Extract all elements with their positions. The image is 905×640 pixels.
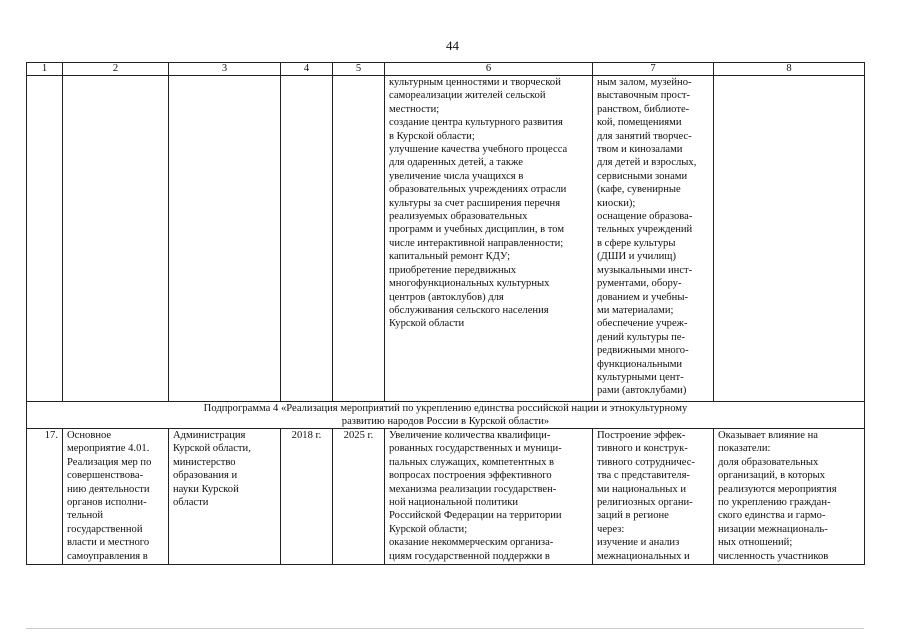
text-line: религиозных органи-: [597, 497, 693, 509]
header-cell: 7: [593, 63, 714, 76]
text-line: Курской области;: [389, 523, 468, 535]
text-line: доля образовательных: [718, 456, 819, 468]
subprogram-line-1: Подпрограмма 4 «Реализация мероприятий по укреплению единства российской нации и этнокультурному: [203, 403, 688, 414]
text-line: ных отношений;: [718, 537, 793, 549]
text-line: для одаренных детей, а также: [389, 157, 523, 169]
cell-measures: [593, 76, 714, 402]
text-line: оказание некоммерческим организа-: [389, 537, 554, 549]
cell-start: [281, 76, 333, 402]
header-cell: 6: [385, 63, 593, 76]
text-line: тивного сотрудничес-: [597, 456, 695, 468]
cell-number: [27, 76, 63, 402]
cell-indicators: [714, 429, 865, 565]
text-line: организаций, в которых: [718, 470, 826, 482]
text-line: программ и учебных дисциплин, в том: [389, 224, 565, 236]
text-line: межнациональных и: [597, 550, 690, 562]
program-table: [26, 62, 865, 565]
text-line: по укреплению граждан-: [718, 497, 831, 509]
text-line: обслуживания сельского населения: [389, 304, 549, 316]
text-line: приобретение передвижных: [389, 264, 517, 276]
text-line: тельной: [67, 510, 104, 522]
text-line: культурными цент-: [597, 371, 684, 383]
text-line: рованных государственных и муници-: [389, 443, 562, 455]
text-line: увеличение числа учащихся в: [389, 170, 524, 182]
text-line: изучение и анализ: [597, 537, 680, 549]
continued-row: [27, 76, 865, 402]
text-line: Курской области: [389, 318, 465, 330]
text-line: самореализации жителей сельской: [389, 90, 546, 102]
text-line: ранством, библиоте-: [597, 103, 690, 115]
text-line: в Курской области;: [389, 130, 475, 142]
text-line: в сфере культуры: [597, 237, 676, 249]
text-line: культурным ценностями и творческой: [389, 77, 561, 88]
text-line: киоски);: [597, 197, 636, 209]
text-line: улучшение качества учебного процесса: [389, 144, 568, 156]
text-line: государственной: [67, 523, 143, 535]
text-line: реализуемых образовательных: [389, 211, 528, 223]
text-line: (кафе, сувенирные: [597, 184, 681, 196]
text-line: Построение эффек-: [597, 430, 686, 441]
cell-expected-result: [385, 76, 593, 402]
text-line: тельных учреждений: [597, 224, 693, 236]
text-line: ского единства и гармо-: [718, 510, 826, 522]
text-line: вопросах построения эффективного: [389, 470, 552, 482]
text-line: тивного и конструк-: [597, 443, 688, 455]
text-line: для детей и взрослых,: [597, 157, 697, 169]
text-line: нию деятельности: [67, 483, 150, 495]
text-line: науки Курской: [173, 483, 239, 495]
text-line: мероприятие 4.01.: [67, 443, 150, 455]
text-line: Российской Федерации на территории: [389, 510, 562, 522]
header-cell: 8: [714, 63, 865, 76]
subprogram-row: [27, 402, 865, 429]
cell-end: [333, 76, 385, 402]
text-line: ми национальных и: [597, 483, 687, 495]
text-line: числе интерактивной направленности;: [389, 237, 564, 249]
text-line: рументами, обору-: [597, 278, 682, 290]
header-cell: 1: [27, 63, 63, 76]
text-line: совершенствова-: [67, 470, 144, 482]
text-line: пальных служащих, компетентных в: [389, 456, 555, 468]
text-line: Основное: [67, 430, 112, 441]
text-line: Увеличение количества квалифици-: [389, 430, 551, 441]
cell-end-year: 2025 г.: [333, 429, 385, 565]
text-line: кой, помещениями: [597, 117, 682, 129]
text-line: многофункциональных культурных: [389, 278, 550, 290]
text-line: образовательных учреждениях отрасли: [389, 184, 567, 196]
text-line: местности;: [389, 103, 440, 115]
text-line: реализуются мероприятия: [718, 483, 837, 495]
text-line: численность участников: [718, 550, 829, 562]
cell-responsible: [169, 429, 281, 565]
text-line: обеспечение учреж-: [597, 318, 688, 330]
text-line: ной национальной политики: [389, 497, 519, 509]
cell-event: [63, 429, 169, 565]
text-line: создание центра культурного развития: [389, 117, 563, 129]
text-line: культуры за счет расширения перечня: [389, 197, 561, 209]
text-line: циям государственной поддержки в: [389, 550, 550, 562]
text-line: ми материалами;: [597, 304, 674, 316]
text-line: оснащение образова-: [597, 211, 693, 223]
text-line: Реализация мер по: [67, 456, 152, 468]
header-cell: 5: [333, 63, 385, 76]
text-line: Оказывает влияние на: [718, 430, 818, 441]
subprogram-title: [27, 402, 865, 429]
text-line: Администрация: [173, 430, 246, 441]
text-line: выставочным прост-: [597, 90, 691, 102]
text-line: через:: [597, 523, 625, 535]
header-cell: 3: [169, 63, 281, 76]
text-line: самоуправления в: [67, 550, 148, 562]
text-line: редвижными много-: [597, 345, 689, 357]
text-line: образования и: [173, 470, 238, 482]
text-line: низации межнациональ-: [718, 523, 828, 535]
text-line: Курской области,: [173, 443, 251, 455]
page-number: 44: [446, 38, 459, 53]
text-line: капитальный ремонт КДУ;: [389, 251, 511, 263]
text-line: власти и местного: [67, 537, 150, 549]
text-line: твом и кинозалами: [597, 144, 683, 156]
text-line: музыкальными инст-: [597, 264, 693, 276]
text-line: центров (автоклубов) для: [389, 291, 504, 303]
cell-expected-result: [385, 429, 593, 565]
header-cell: 2: [63, 63, 169, 76]
text-line: рами (автоклубами): [597, 385, 687, 397]
subprogram-line-2: развитию народов России в Курской области»: [341, 416, 550, 427]
text-line: сервисными зонами: [597, 170, 688, 182]
text-line: области: [173, 497, 209, 509]
cell-event: [63, 76, 169, 402]
cell-measures: [593, 429, 714, 565]
cell-start-year: 2018 г.: [281, 429, 333, 565]
row-number: 17.: [27, 429, 63, 565]
text-line: органов исполни-: [67, 497, 147, 509]
text-line: дений культуры пе-: [597, 331, 686, 343]
text-line: функциональными: [597, 358, 683, 370]
text-line: ным залом, музейно-: [597, 77, 692, 88]
text-line: министерство: [173, 456, 236, 468]
text-line: показатели:: [718, 443, 771, 455]
text-line: тва с представителя-: [597, 470, 690, 482]
cell-indicators: [714, 76, 865, 402]
header-row: [27, 63, 865, 76]
header-cell: 4: [281, 63, 333, 76]
cell-responsible: [169, 76, 281, 402]
text-line: (ДШИ и училищ): [597, 251, 676, 263]
page-bottom-rule: [26, 628, 864, 629]
text-line: механизма реализации государствен-: [389, 483, 557, 495]
text-line: заций в регионе: [597, 510, 669, 522]
text-line: дованием и учебны-: [597, 291, 688, 303]
text-line: для занятий творчес-: [597, 130, 692, 142]
table-row: [27, 429, 865, 565]
